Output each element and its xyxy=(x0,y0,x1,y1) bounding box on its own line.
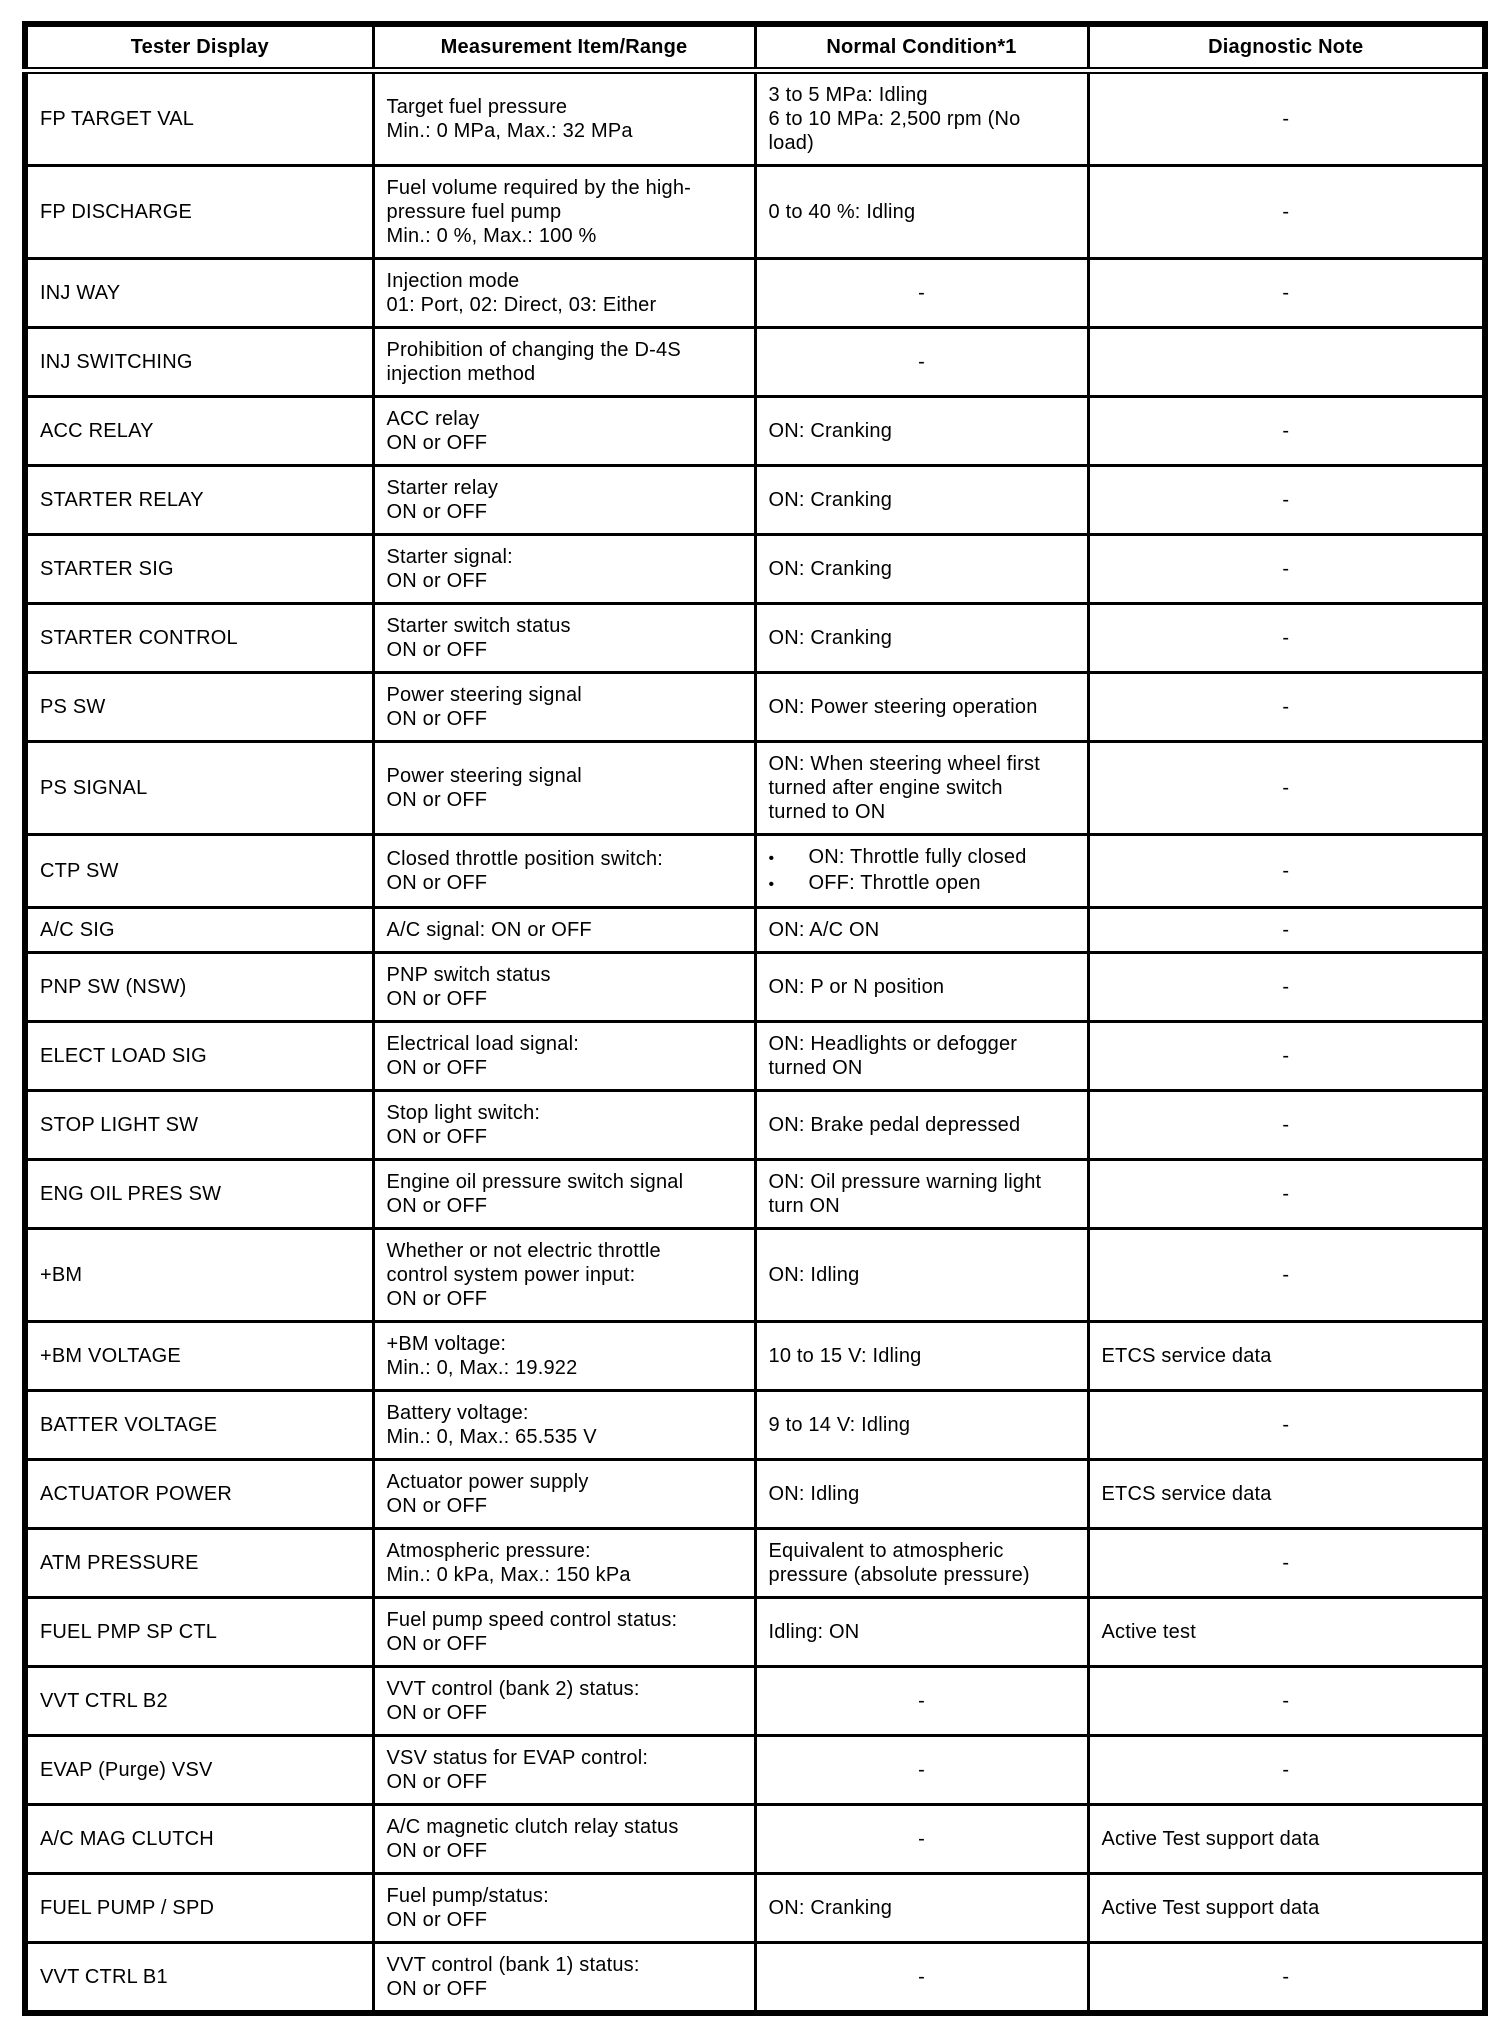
measurement-cell: VVT control (bank 2) status: ON or OFF xyxy=(373,1667,755,1736)
tester-display-cell: +BM xyxy=(25,1229,373,1322)
note-cell xyxy=(1088,328,1485,397)
tester-display-cell: ACC RELAY xyxy=(25,397,373,466)
note-cell: - xyxy=(1088,466,1485,535)
table-row xyxy=(25,1391,1485,1460)
table-row xyxy=(25,1805,1485,1874)
measurement-cell: Fuel pump/status: ON or OFF xyxy=(373,1874,755,1943)
tester-display-cell: PS SIGNAL xyxy=(25,742,373,835)
condition-cell: - xyxy=(755,1736,1088,1805)
tester-display-cell: FUEL PUMP / SPD xyxy=(25,1874,373,1943)
column-header-tester-display: Tester Display xyxy=(25,24,373,71)
table-row xyxy=(25,535,1485,604)
note-cell: - xyxy=(1088,1022,1485,1091)
note-cell: - xyxy=(1088,673,1485,742)
column-header-normal-condition: Normal Condition*1 xyxy=(755,24,1088,71)
note-cell: - xyxy=(1088,1229,1485,1322)
measurement-cell: Starter signal: ON or OFF xyxy=(373,535,755,604)
condition-cell: ON: P or N position xyxy=(755,953,1088,1022)
condition-cell: - xyxy=(755,1667,1088,1736)
measurement-cell: Engine oil pressure switch signal ON or OFF xyxy=(373,1160,755,1229)
tester-display-cell: A/C SIG xyxy=(25,908,373,953)
measurement-cell: Power steering signal ON or OFF xyxy=(373,673,755,742)
note-cell: - xyxy=(1088,1736,1485,1805)
tester-display-cell: CTP SW xyxy=(25,835,373,908)
note-cell: - xyxy=(1088,908,1485,953)
note-cell: - xyxy=(1088,1091,1485,1160)
measurement-cell: Closed throttle position switch: ON or OFF xyxy=(373,835,755,908)
condition-cell: 3 to 5 MPa: Idling 6 to 10 MPa: 2,500 rpm (No load) xyxy=(755,71,1088,166)
tester-display-cell: +BM VOLTAGE xyxy=(25,1322,373,1391)
table-row xyxy=(25,259,1485,328)
tester-display-cell: PNP SW (NSW) xyxy=(25,953,373,1022)
measurement-cell: Actuator power supply ON or OFF xyxy=(373,1460,755,1529)
tester-display-cell: ACTUATOR POWER xyxy=(25,1460,373,1529)
condition-cell: Equivalent to atmospheric pressure (absolute pressure) xyxy=(755,1529,1088,1598)
measurement-cell: A/C signal: ON or OFF xyxy=(373,908,755,953)
table-row xyxy=(25,1022,1485,1091)
header-row xyxy=(25,24,1485,71)
tester-display-cell: FP TARGET VAL xyxy=(25,71,373,166)
tester-display-cell: ENG OIL PRES SW xyxy=(25,1160,373,1229)
note-cell: ETCS service data xyxy=(1088,1322,1485,1391)
condition-cell: ON: Brake pedal depressed xyxy=(755,1091,1088,1160)
condition-cell: 9 to 14 V: Idling xyxy=(755,1391,1088,1460)
tester-display-cell: BATTER VOLTAGE xyxy=(25,1391,373,1460)
table-row xyxy=(25,328,1485,397)
note-cell: Active test xyxy=(1088,1598,1485,1667)
table-row xyxy=(25,1667,1485,1736)
tester-display-cell: ATM PRESSURE xyxy=(25,1529,373,1598)
measurement-cell: Starter switch status ON or OFF xyxy=(373,604,755,673)
table-row xyxy=(25,1874,1485,1943)
table-row xyxy=(25,166,1485,259)
note-cell: - xyxy=(1088,742,1485,835)
measurement-cell: Battery voltage: Min.: 0, Max.: 65.535 V xyxy=(373,1391,755,1460)
condition-cell: ON: A/C ON xyxy=(755,908,1088,953)
note-cell: - xyxy=(1088,1943,1485,2014)
table-row xyxy=(25,835,1485,908)
tester-data-table xyxy=(22,21,1488,2016)
tester-display-cell: VVT CTRL B2 xyxy=(25,1667,373,1736)
condition-cell: ON: Cranking xyxy=(755,466,1088,535)
note-cell: - xyxy=(1088,259,1485,328)
table-row xyxy=(25,604,1485,673)
table-row xyxy=(25,742,1485,835)
table-row xyxy=(25,953,1485,1022)
measurement-cell: Stop light switch: ON or OFF xyxy=(373,1091,755,1160)
note-cell: - xyxy=(1088,953,1485,1022)
bullet-icon: • xyxy=(768,876,775,893)
note-cell: - xyxy=(1088,1529,1485,1598)
condition-cell: - xyxy=(755,259,1088,328)
condition-cell: ON: Cranking xyxy=(755,397,1088,466)
condition-cell xyxy=(755,835,1088,908)
measurement-cell: PNP switch status ON or OFF xyxy=(373,953,755,1022)
tester-display-cell: STOP LIGHT SW xyxy=(25,1091,373,1160)
note-cell: - xyxy=(1088,535,1485,604)
condition-cell: ON: When steering wheel first turned after engine switch turned to ON xyxy=(755,742,1088,835)
measurement-cell: Fuel volume required by the high- pressure fuel pump Min.: 0 %, Max.: 100 % xyxy=(373,166,755,259)
condition-cell: ON: Power steering operation xyxy=(755,673,1088,742)
note-cell: - xyxy=(1088,166,1485,259)
column-header-diagnostic-note: Diagnostic Note xyxy=(1088,24,1485,71)
measurement-cell: VVT control (bank 1) status: ON or OFF xyxy=(373,1943,755,2014)
note-cell: ETCS service data xyxy=(1088,1460,1485,1529)
table-row xyxy=(25,397,1485,466)
condition-cell: ON: Idling xyxy=(755,1460,1088,1529)
condition-cell: - xyxy=(755,1943,1088,2014)
condition-cell: ON: Idling xyxy=(755,1229,1088,1322)
tester-display-cell: ELECT LOAD SIG xyxy=(25,1022,373,1091)
note-cell: - xyxy=(1088,71,1485,166)
bullet-icon: • xyxy=(768,850,775,867)
measurement-cell: Whether or not electric throttle control system power input: ON or OFF xyxy=(373,1229,755,1322)
table-row xyxy=(25,1943,1485,2014)
tester-display-cell: A/C MAG CLUTCH xyxy=(25,1805,373,1874)
note-cell: Active Test support data xyxy=(1088,1805,1485,1874)
table-row xyxy=(25,1736,1485,1805)
tester-display-cell: INJ SWITCHING xyxy=(25,328,373,397)
measurement-cell: +BM voltage: Min.: 0, Max.: 19.922 xyxy=(373,1322,755,1391)
condition-cell: ON: Cranking xyxy=(755,1874,1088,1943)
condition-cell: ON: Headlights or defogger turned ON xyxy=(755,1022,1088,1091)
measurement-cell: A/C magnetic clutch relay status ON or OFF xyxy=(373,1805,755,1874)
condition-cell: ON: Oil pressure warning light turn ON xyxy=(755,1160,1088,1229)
table-row xyxy=(25,1091,1485,1160)
table-row xyxy=(25,1322,1485,1391)
measurement-cell: Target fuel pressure Min.: 0 MPa, Max.: 32 MPa xyxy=(373,71,755,166)
table-row xyxy=(25,1529,1485,1598)
condition-cell: ON: Cranking xyxy=(755,604,1088,673)
measurement-cell: ACC relay ON or OFF xyxy=(373,397,755,466)
table-row xyxy=(25,673,1485,742)
condition-cell: 0 to 40 %: Idling xyxy=(755,166,1088,259)
table-header xyxy=(25,24,1485,71)
condition-cell: ON: Cranking xyxy=(755,535,1088,604)
condition-cell: - xyxy=(755,1805,1088,1874)
measurement-cell: Power steering signal ON or OFF xyxy=(373,742,755,835)
tester-display-cell: PS SW xyxy=(25,673,373,742)
column-header-measurement-item-range: Measurement Item/Range xyxy=(373,24,755,71)
table-body xyxy=(25,71,1485,2014)
tester-display-cell: FP DISCHARGE xyxy=(25,166,373,259)
note-cell: - xyxy=(1088,604,1485,673)
note-cell: - xyxy=(1088,1391,1485,1460)
note-cell: Active Test support data xyxy=(1088,1874,1485,1943)
table-row xyxy=(25,71,1485,166)
measurement-cell: Fuel pump speed control status: ON or OFF xyxy=(373,1598,755,1667)
note-cell: - xyxy=(1088,1160,1485,1229)
table-row xyxy=(25,466,1485,535)
table-row xyxy=(25,1160,1485,1229)
condition-line: ON: Throttle fully closed xyxy=(808,846,1027,868)
tester-display-cell: STARTER SIG xyxy=(25,535,373,604)
tester-display-cell: VVT CTRL B1 xyxy=(25,1943,373,2014)
note-cell: - xyxy=(1088,1667,1485,1736)
tester-display-cell: FUEL PMP SP CTL xyxy=(25,1598,373,1667)
measurement-cell: Injection mode 01: Port, 02: Direct, 03: Either xyxy=(373,259,755,328)
tester-display-cell: STARTER CONTROL xyxy=(25,604,373,673)
tester-display-cell: STARTER RELAY xyxy=(25,466,373,535)
table-row xyxy=(25,1460,1485,1529)
condition-cell: - xyxy=(755,328,1088,397)
table-row xyxy=(25,1598,1485,1667)
condition-cell: Idling: ON xyxy=(755,1598,1088,1667)
measurement-cell: Electrical load signal: ON or OFF xyxy=(373,1022,755,1091)
table-row xyxy=(25,908,1485,953)
tester-display-cell: INJ WAY xyxy=(25,259,373,328)
measurement-cell: Atmospheric pressure: Min.: 0 kPa, Max.: 150 kPa xyxy=(373,1529,755,1598)
measurement-cell: Prohibition of changing the D-4S injection method xyxy=(373,328,755,397)
measurement-cell: VSV status for EVAP control: ON or OFF xyxy=(373,1736,755,1805)
measurement-cell: Starter relay ON or OFF xyxy=(373,466,755,535)
tester-display-cell: EVAP (Purge) VSV xyxy=(25,1736,373,1805)
table-row xyxy=(25,1229,1485,1322)
condition-cell: 10 to 15 V: Idling xyxy=(755,1322,1088,1391)
note-cell: - xyxy=(1088,835,1485,908)
note-cell: - xyxy=(1088,397,1485,466)
condition-line: OFF: Throttle open xyxy=(808,872,981,894)
